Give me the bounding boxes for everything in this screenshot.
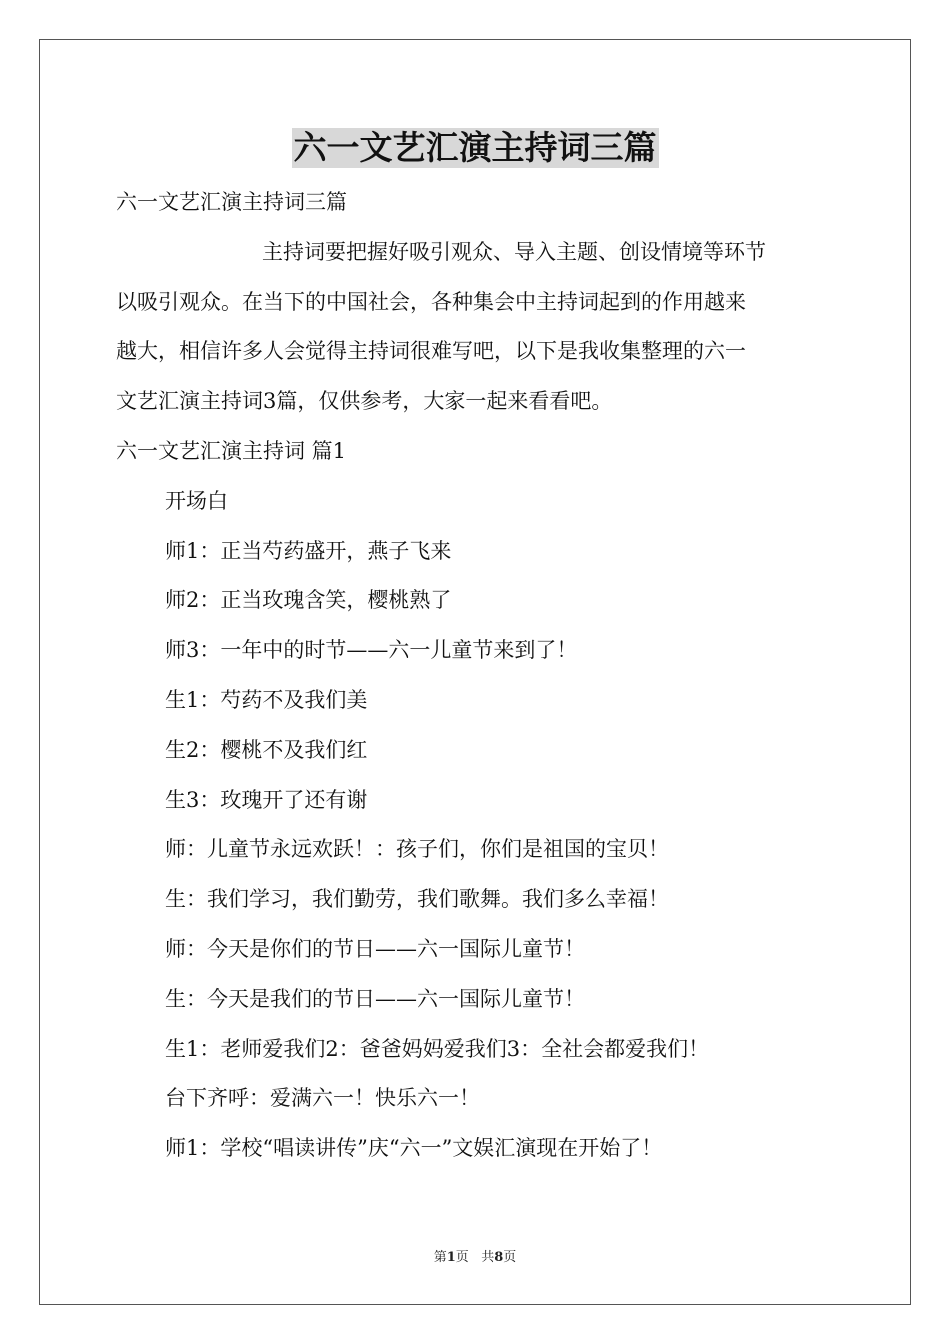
intro-line: 越大，相信许多人会觉得主持词很难写吧，以下是我收集整理的六一 — [116, 339, 746, 364]
body-line: 师：今天是你们的节日——六一国际儿童节！ — [165, 936, 585, 961]
subtitle: 六一文艺汇演主持词三篇 — [116, 190, 347, 214]
footer-page-prefix: 第 — [433, 1250, 447, 1265]
body-line: 师：儿童节永远欢跃！：孩子们，你们是祖国的宝贝！ — [165, 837, 669, 862]
footer-page-suffix: 页 — [455, 1250, 469, 1265]
body-line: 生1：老师爱我们2：爸爸妈妈爱我们3：全社会都爱我们！ — [165, 1036, 710, 1061]
body-line: 生3：玫瑰开了还有谢 — [165, 787, 368, 812]
title-container — [0, 128, 950, 168]
body-line: 师2：正当玫瑰含笑，樱桃熟了 — [165, 588, 452, 613]
body-line: 师1：学校“唱读讲传”庆“六一”文娱汇演现在开始了！ — [165, 1136, 663, 1161]
footer-page-number: 1 — [446, 1250, 456, 1265]
intro-line: 以吸引观众。在当下的中国社会，各种集会中主持词起到的作用越来 — [116, 289, 746, 314]
body-line: 台下齐呼：爱满六一！快乐六一！ — [165, 1086, 480, 1111]
intro-line: 主持词要把握好吸引观众、导入主题、创设情境等环节 — [262, 239, 766, 264]
document-title: 六一文艺汇演主持词三篇 — [293, 128, 657, 167]
document-body — [116, 178, 836, 1174]
body-line: 生2：樱桃不及我们红 — [165, 737, 368, 762]
body-line: 生：今天是我们的节日——六一国际儿童节！ — [165, 986, 585, 1011]
body-line: 生：我们学习，我们勤劳，我们歌舞。我们多么幸福！ — [165, 887, 669, 912]
body-line: 师3：一年中的时节——六一儿童节来到了！ — [165, 638, 578, 663]
body-line: 师1：正当芍药盛开，燕子飞来 — [165, 538, 452, 563]
footer-total-pages: 8 — [494, 1250, 504, 1265]
page-footer — [0, 1246, 950, 1265]
body-line: 生1：芍药不及我们美 — [165, 687, 368, 712]
section-heading: 六一文艺汇演主持词 篇1 — [116, 438, 347, 463]
intro-line: 文艺汇演主持词3篇，仅供参考，大家一起来看看吧。 — [116, 389, 613, 414]
footer-total-prefix: 共 — [481, 1250, 495, 1265]
body-line: 开场白 — [165, 488, 228, 513]
footer-total-suffix: 页 — [503, 1250, 517, 1265]
